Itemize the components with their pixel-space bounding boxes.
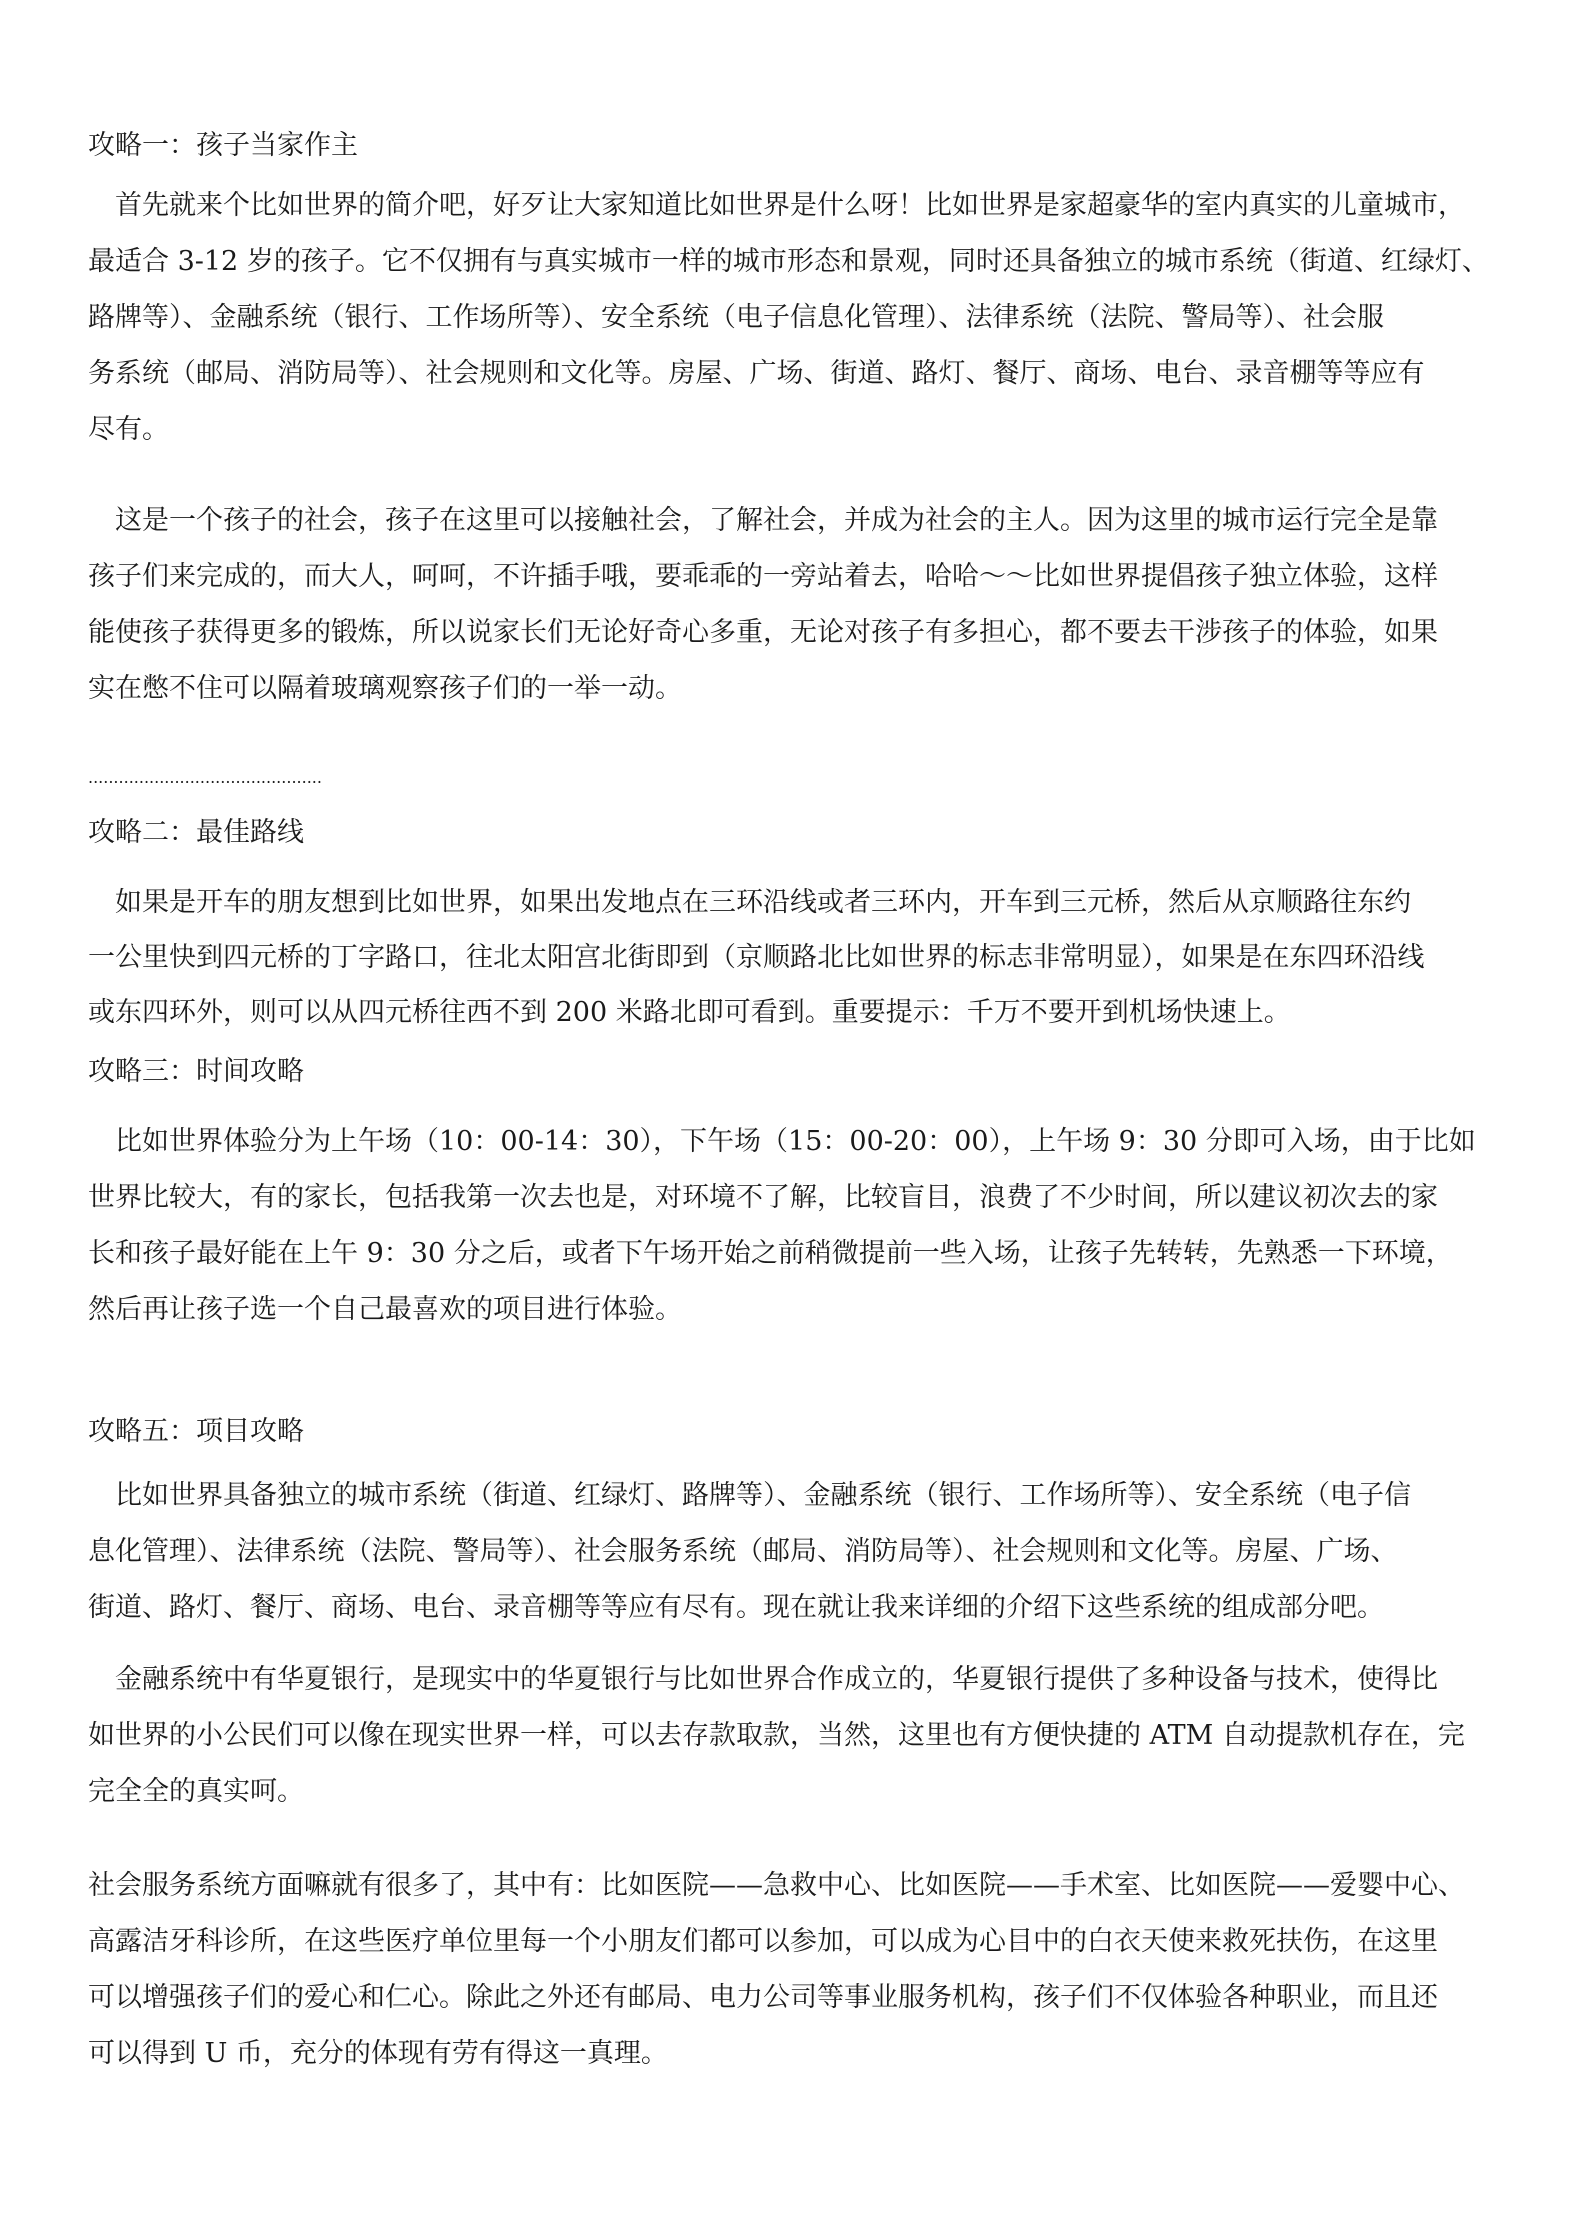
dotted-separator: .............................................. xyxy=(88,768,322,787)
section-heading-2: 攻略二：最佳路线 xyxy=(88,817,304,848)
text-line: 比如世界具备独立的城市系统（街道、红绿灯、路牌等）、金融系统（银行、工作场所等）、安全系统（电子信 xyxy=(88,1480,1411,1511)
text-line: 然后再让孩子选一个自己最喜欢的项目进行体验。 xyxy=(88,1294,682,1325)
text-line: 街道、路灯、餐厅、商场、电台、录音棚等等应有尽有。现在就让我来详细的介绍下这些系统的组成部分吧。 xyxy=(88,1592,1384,1623)
text-line: 实在憋不住可以隔着玻璃观察孩子们的一举一动。 xyxy=(88,673,682,704)
text-line: 完全全的真实呵。 xyxy=(88,1776,304,1807)
text-line: 一公里快到四元桥的丁字路口，往北太阳宫北街即到（京顺路北比如世界的标志非常明显），如果是在东四环沿线 xyxy=(88,942,1425,973)
text-line: 如果是开车的朋友想到比如世界，如果出发地点在三环沿线或者三环内，开车到三元桥，然后从京顺路往东约 xyxy=(88,887,1411,918)
text-line: 高露洁牙科诊所，在这些医疗单位里每一个小朋友们都可以参加，可以成为心目中的白衣天使来救死扶伤，在这里 xyxy=(88,1926,1438,1957)
text-line: 首先就来个比如世界的简介吧，好歹让大家知道比如世界是什么呀！比如世界是家超豪华的室内真实的儿童城市， xyxy=(88,190,1465,221)
text-line: 可以得到 U 币，充分的体现有劳有得这一真理。 xyxy=(88,2038,668,2069)
text-line: 这是一个孩子的社会，孩子在这里可以接触社会，了解社会，并成为社会的主人。因为这里的城市运行完全是靠 xyxy=(88,505,1438,536)
text-line: 最适合 3-12 岁的孩子。它不仅拥有与真实城市一样的城市形态和景观，同时还具备独立的城市系统（街道、红绿灯、 xyxy=(88,246,1489,277)
text-line: 路牌等）、金融系统（银行、工作场所等）、安全系统（电子信息化管理）、法律系统（法院、警局等）、社会服 xyxy=(88,302,1384,333)
text-line: 长和孩子最好能在上午 9：30 分之后，或者下午场开始之前稍微提前一些入场，让孩子先转转，先熟悉一下环境， xyxy=(88,1238,1453,1269)
text-line: 可以增强孩子们的爱心和仁心。除此之外还有邮局、电力公司等事业服务机构，孩子们不仅体验各种职业，而且还 xyxy=(88,1982,1438,2013)
text-line: 比如世界体验分为上午场（10：00-14：30），下午场（15：00-20：00），上午场 9：30 分即可入场，由于比如 xyxy=(88,1126,1476,1157)
text-line: 金融系统中有华夏银行，是现实中的华夏银行与比如世界合作成立的，华夏银行提供了多种设备与技术，使得比 xyxy=(88,1664,1438,1695)
text-line: 社会服务系统方面嘛就有很多了，其中有：比如医院——急救中心、比如医院——手术室、比如医院——爱婴中心、 xyxy=(88,1870,1465,1901)
section-heading-3: 攻略三：时间攻略 xyxy=(88,1056,304,1087)
text-line: 务系统（邮局、消防局等）、社会规则和文化等。房屋、广场、街道、路灯、餐厅、商场、电台、录音棚等等应有 xyxy=(88,358,1425,389)
section-heading-1: 攻略一：孩子当家作主 xyxy=(88,130,358,161)
text-line: 息化管理）、法律系统（法院、警局等）、社会服务系统（邮局、消防局等）、社会规则和文化等。房屋、广场、 xyxy=(88,1536,1398,1567)
section-heading-5: 攻略五：项目攻略 xyxy=(88,1416,304,1447)
text-line: 或东四环外，则可以从四元桥往西不到 200 米路北即可看到。重要提示：千万不要开到机场快速上。 xyxy=(88,997,1291,1028)
text-line: 世界比较大，有的家长，包括我第一次去也是，对环境不了解，比较盲目，浪费了不少时间，所以建议初次去的家 xyxy=(88,1182,1438,1213)
text-line: 如世界的小公民们可以像在现实世界一样，可以去存款取款，当然，这里也有方便快捷的 ATM 自动提款机存在，完 xyxy=(88,1720,1465,1751)
text-line: 孩子们来完成的，而大人，呵呵，不许插手哦，要乖乖的一旁站着去，哈哈～～比如世界提倡孩子独立体验，这样 xyxy=(88,561,1438,592)
text-line: 能使孩子获得更多的锻炼，所以说家长们无论好奇心多重，无论对孩子有多担心，都不要去干涉孩子的体验，如果 xyxy=(88,617,1438,648)
text-line: 尽有。 xyxy=(88,414,169,445)
